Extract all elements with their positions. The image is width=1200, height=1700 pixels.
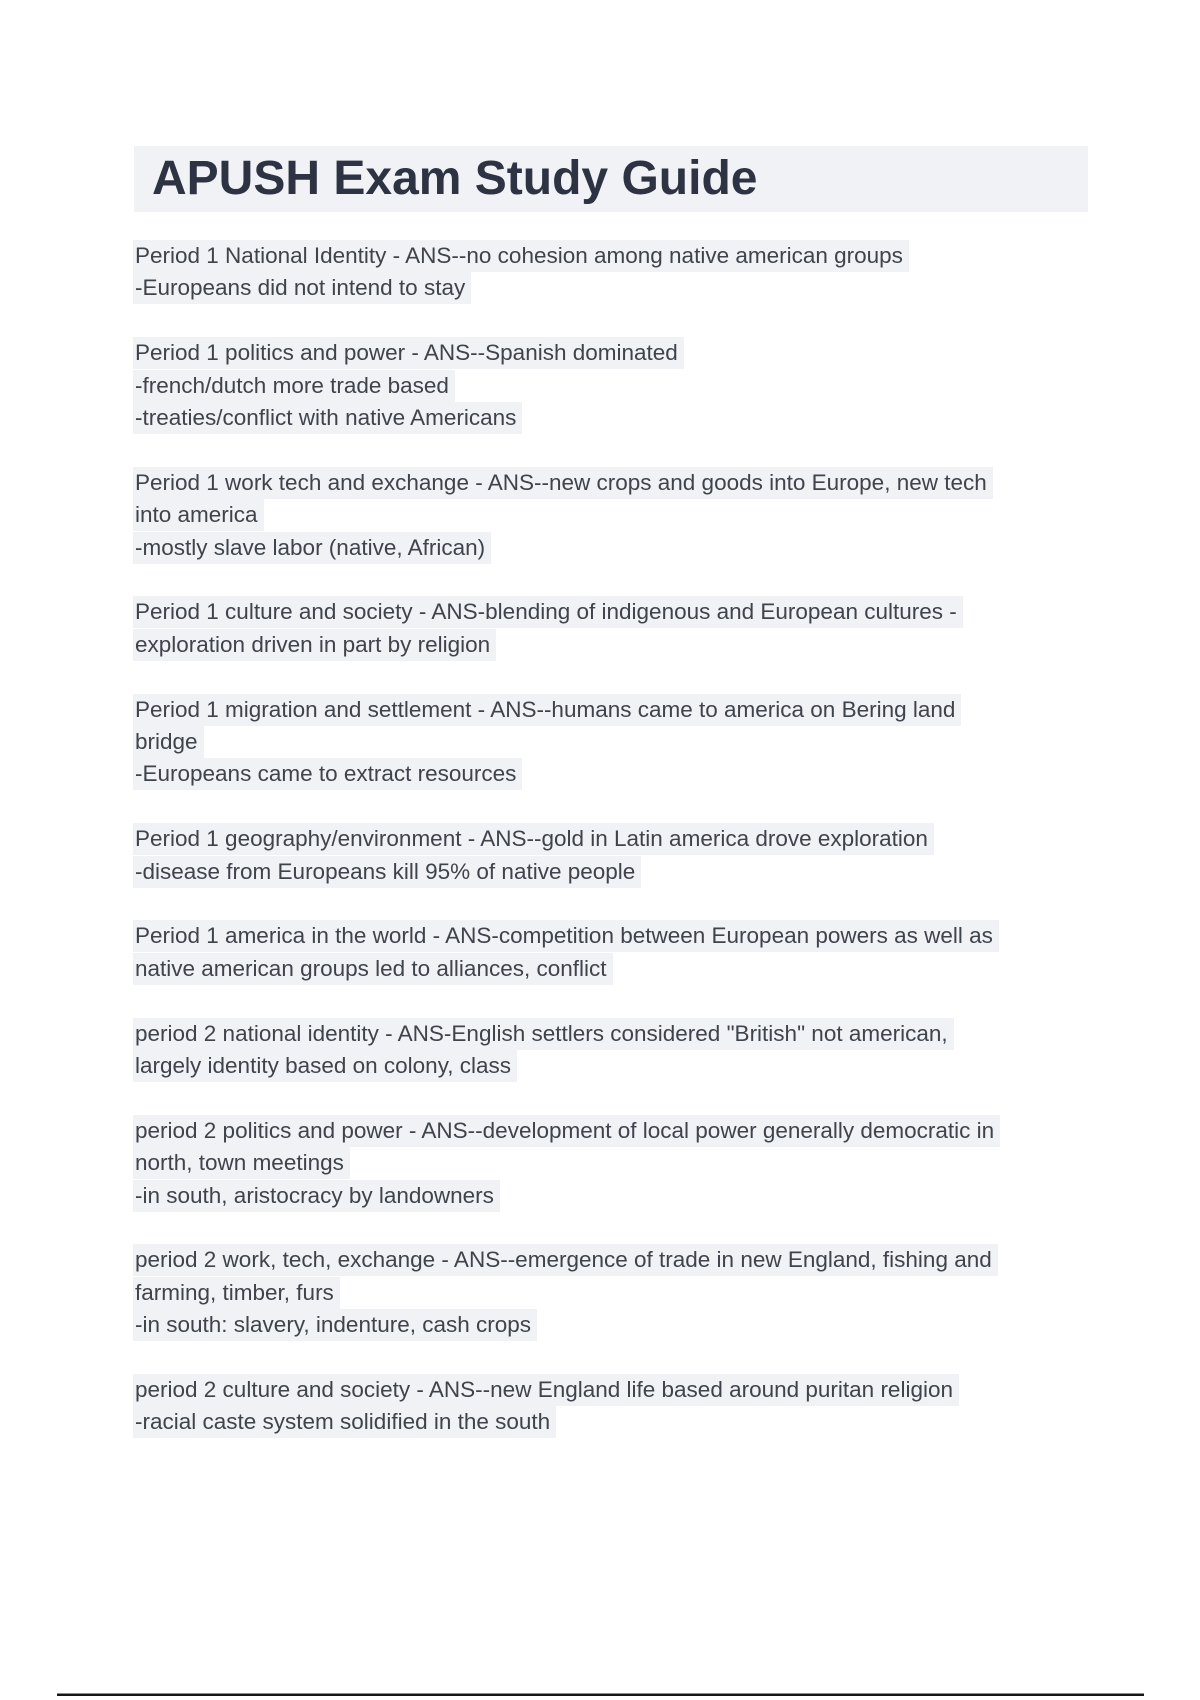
highlighted-text: native american groups led to alliances, conflict <box>133 953 613 985</box>
title-highlight-bar <box>134 146 1088 212</box>
highlighted-text: period 2 work, tech, exchange - ANS--emergence of trade in new England, fishing and <box>133 1244 998 1276</box>
note-line <box>135 1115 1095 1147</box>
note-line <box>135 1050 1095 1082</box>
study-note-paragraph <box>135 1374 1095 1439</box>
note-line <box>135 1147 1095 1179</box>
note-line <box>135 856 1095 888</box>
highlighted-text: farming, timber, furs <box>133 1277 340 1309</box>
study-notes <box>135 240 1095 1439</box>
highlighted-text: -racial caste system solidified in the south <box>133 1406 556 1438</box>
page-title: APUSH Exam Study Guide <box>152 152 758 205</box>
note-line <box>135 499 1095 531</box>
highlighted-text: Period 1 culture and society - ANS-blending of indigenous and European cultures - <box>133 596 963 628</box>
study-note-paragraph <box>135 467 1095 564</box>
note-line <box>135 402 1095 434</box>
study-note-paragraph <box>135 694 1095 791</box>
study-note-paragraph <box>135 920 1095 985</box>
highlighted-text: period 2 politics and power - ANS--development of local power generally democratic in <box>133 1115 1000 1147</box>
note-line <box>135 758 1095 790</box>
note-line <box>135 337 1095 369</box>
highlighted-text: exploration driven in part by religion <box>133 629 496 661</box>
note-line <box>135 1374 1095 1406</box>
highlighted-text: Period 1 america in the world - ANS-competition between European powers as well as <box>133 920 999 952</box>
note-line <box>135 1406 1095 1438</box>
note-line <box>135 532 1095 564</box>
highlighted-text: period 2 national identity - ANS-English settlers considered "British" not american, <box>133 1018 954 1050</box>
highlighted-text: period 2 culture and society - ANS--new England life based around puritan religion <box>133 1374 959 1406</box>
note-line <box>135 596 1095 628</box>
highlighted-text: -Europeans did not intend to stay <box>133 272 471 304</box>
note-line <box>135 726 1095 758</box>
note-line <box>135 240 1095 272</box>
study-note-paragraph <box>135 823 1095 888</box>
highlighted-text: Period 1 work tech and exchange - ANS--new crops and goods into Europe, new tech <box>133 467 993 499</box>
highlighted-text: -Europeans came to extract resources <box>133 758 522 790</box>
study-note-paragraph <box>135 337 1095 434</box>
highlighted-text: Period 1 National Identity - ANS--no cohesion among native american groups <box>133 240 909 272</box>
study-note-paragraph <box>135 1115 1095 1212</box>
study-note-paragraph <box>135 1244 1095 1341</box>
note-line <box>135 1277 1095 1309</box>
note-line <box>135 1309 1095 1341</box>
study-note-paragraph <box>135 596 1095 661</box>
note-line <box>135 272 1095 304</box>
note-line <box>135 467 1095 499</box>
note-line <box>135 694 1095 726</box>
note-line <box>135 629 1095 661</box>
note-line <box>135 953 1095 985</box>
highlighted-text: -treaties/conflict with native Americans <box>133 402 522 434</box>
note-line <box>135 1018 1095 1050</box>
highlighted-text: -french/dutch more trade based <box>133 370 455 402</box>
page-bottom-rule <box>57 1693 1144 1696</box>
note-line <box>135 1180 1095 1212</box>
highlighted-text: -disease from Europeans kill 95% of native people <box>133 856 641 888</box>
note-line <box>135 920 1095 952</box>
note-line <box>135 370 1095 402</box>
highlighted-text: -in south: slavery, indenture, cash crops <box>133 1309 537 1341</box>
highlighted-text: -in south, aristocracy by landowners <box>133 1180 500 1212</box>
highlighted-text: -mostly slave labor (native, African) <box>133 532 491 564</box>
highlighted-text: Period 1 migration and settlement - ANS--humans came to america on Bering land <box>133 694 961 726</box>
highlighted-text: Period 1 geography/environment - ANS--gold in Latin america drove exploration <box>133 823 934 855</box>
note-line <box>135 1244 1095 1276</box>
highlighted-text: bridge <box>133 726 204 758</box>
highlighted-text: north, town meetings <box>133 1147 350 1179</box>
study-note-paragraph <box>135 1018 1095 1083</box>
study-note-paragraph <box>135 240 1095 305</box>
highlighted-text: Period 1 politics and power - ANS--Spanish dominated <box>133 337 684 369</box>
highlighted-text: into america <box>133 499 264 531</box>
note-line <box>135 823 1095 855</box>
highlighted-text: largely identity based on colony, class <box>133 1050 517 1082</box>
